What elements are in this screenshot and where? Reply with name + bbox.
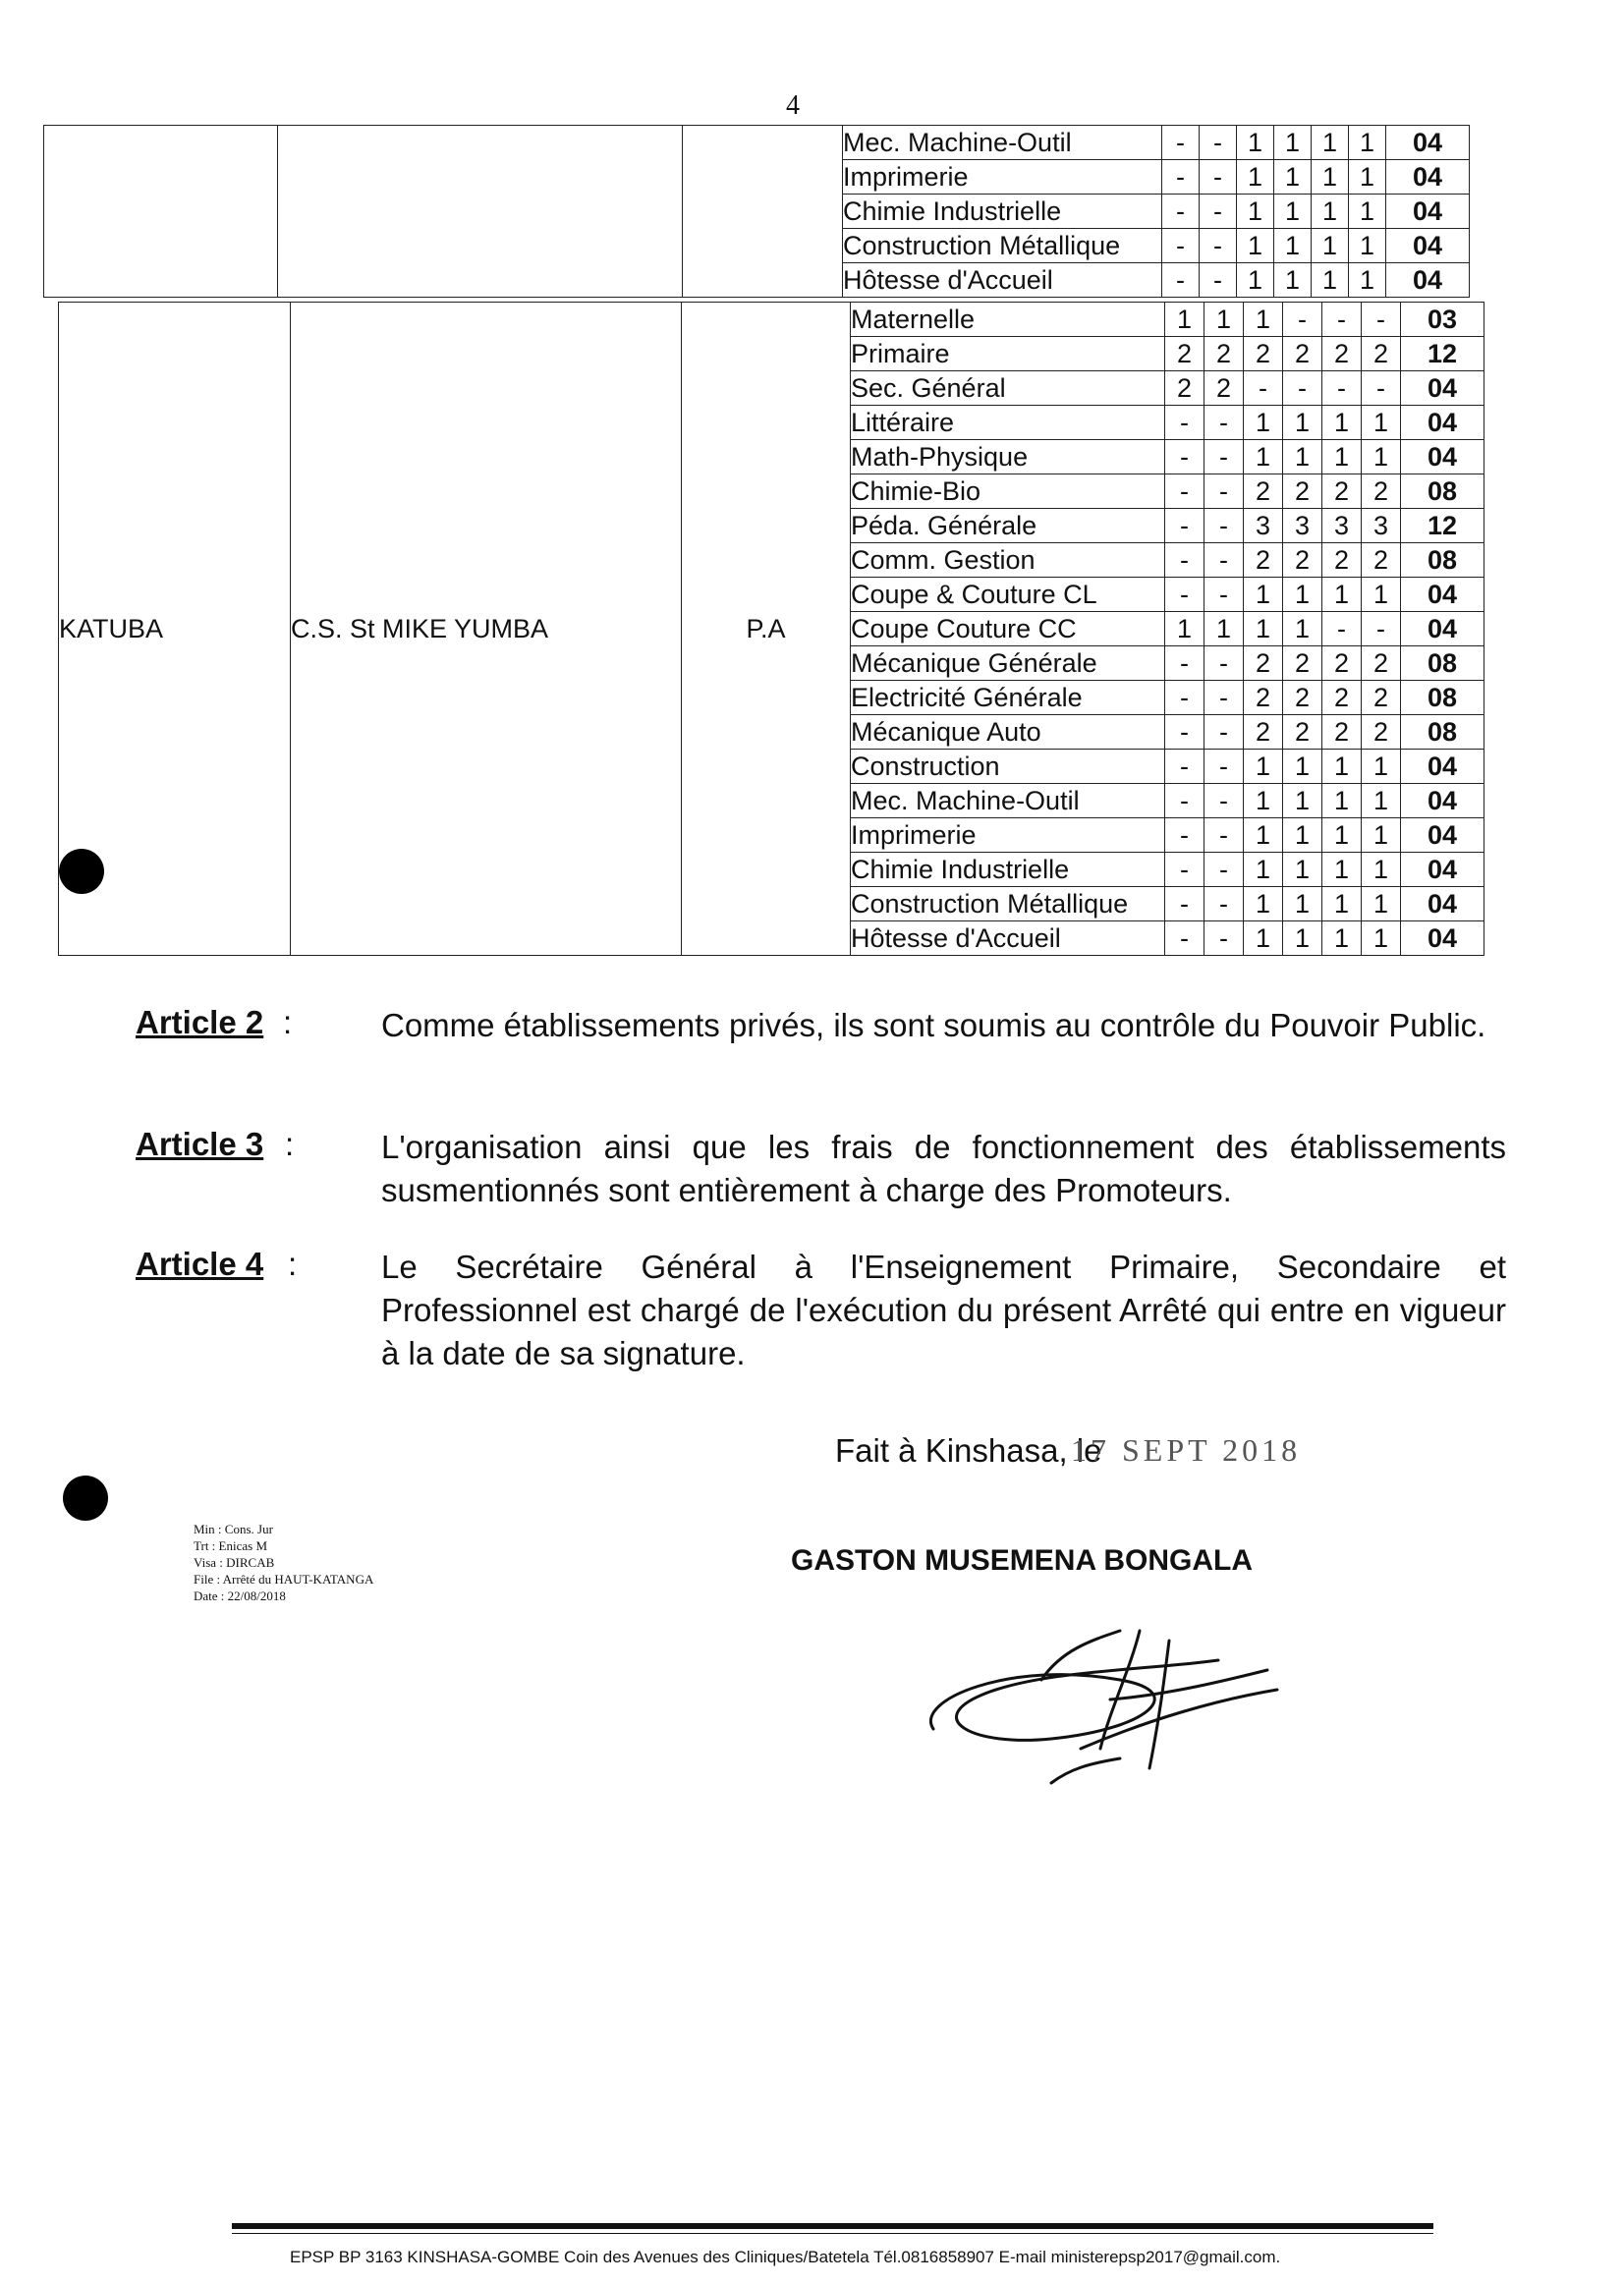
count-cell: 2	[1362, 543, 1401, 578]
count-cell: 1	[1322, 406, 1362, 440]
count-cell: -	[1322, 371, 1362, 406]
count-cell: 1	[1204, 303, 1244, 337]
count-cell: 1	[1244, 612, 1283, 646]
count-cell: 1	[1362, 578, 1401, 612]
count-cell: -	[1244, 371, 1283, 406]
place-date: Fait à Kinshasa, le	[835, 1432, 1102, 1469]
count-cell: 1	[1362, 440, 1401, 474]
count-cell: 2	[1204, 337, 1244, 371]
count-cell: 2	[1322, 681, 1362, 715]
count-cell: -	[1165, 474, 1204, 509]
count-cell: 2	[1362, 337, 1401, 371]
reference-line: Trt : Enicas M	[194, 1538, 267, 1553]
total-cell: 04	[1401, 406, 1484, 440]
count-cell: -	[1204, 578, 1244, 612]
commune-cell: KATUBA	[59, 303, 291, 956]
option-cell: Mécanique Générale	[851, 646, 1165, 681]
count-cell: -	[1165, 784, 1204, 818]
count-cell: 1	[1283, 853, 1322, 887]
count-cell: -	[1165, 681, 1204, 715]
article-3	[136, 1126, 1511, 1216]
count-cell: 1	[1312, 263, 1349, 298]
count-cell: 3	[1362, 509, 1401, 543]
count-cell: 1	[1322, 784, 1362, 818]
count-cell: 2	[1322, 337, 1362, 371]
count-cell: 1	[1312, 126, 1349, 160]
total-cell: 04	[1401, 784, 1484, 818]
count-cell: -	[1200, 263, 1237, 298]
count-cell: 1	[1283, 440, 1322, 474]
total-cell: 08	[1401, 646, 1484, 681]
count-cell: 2	[1283, 646, 1322, 681]
count-cell: 1	[1244, 440, 1283, 474]
total-cell: 04	[1401, 440, 1484, 474]
count-cell: -	[1162, 160, 1200, 195]
count-cell: 1	[1362, 784, 1401, 818]
total-cell: 04	[1386, 160, 1470, 195]
count-cell: 1	[1362, 887, 1401, 921]
option-cell: Mec. Machine-Outil	[851, 784, 1165, 818]
count-cell: 1	[1237, 160, 1274, 195]
count-cell: 2	[1244, 474, 1283, 509]
table-row	[44, 126, 1470, 160]
count-cell: -	[1204, 853, 1244, 887]
count-cell: -	[1283, 371, 1322, 406]
option-cell: Construction Métallique	[851, 887, 1165, 921]
article-text: Le Secrétaire Général à l'Enseignement Primaire, Secondaire et Professionnel est chargé de l'exécution du présent Arrêté qui entre en vigueur à la date de sa signature.	[381, 1249, 1506, 1371]
count-cell: 1	[1322, 818, 1362, 853]
count-cell: -	[1162, 229, 1200, 263]
count-cell: 1	[1312, 229, 1349, 263]
count-cell: -	[1162, 126, 1200, 160]
count-cell: 1	[1274, 160, 1312, 195]
total-cell: 04	[1401, 921, 1484, 956]
count-cell: 1	[1274, 126, 1312, 160]
count-cell: -	[1204, 681, 1244, 715]
count-cell: 2	[1165, 371, 1204, 406]
option-cell: Mec. Machine-Outil	[843, 126, 1162, 160]
count-cell: 2	[1362, 646, 1401, 681]
count-cell: -	[1204, 715, 1244, 750]
count-cell: 1	[1244, 853, 1283, 887]
reference-line: File : Arrêté du HAUT-KATANGA	[194, 1572, 374, 1587]
article-colon: :	[285, 1126, 295, 1162]
count-cell: -	[1165, 578, 1204, 612]
count-cell: -	[1165, 887, 1204, 921]
count-cell: 2	[1322, 646, 1362, 681]
total-cell: 04	[1386, 229, 1470, 263]
count-cell: -	[1165, 715, 1204, 750]
count-cell: 2	[1283, 474, 1322, 509]
total-cell: 04	[1401, 612, 1484, 646]
table-row	[59, 303, 1484, 337]
option-cell: Electricité Générale	[851, 681, 1165, 715]
count-cell: -	[1162, 263, 1200, 298]
count-cell: -	[1362, 371, 1401, 406]
count-cell: 1	[1237, 263, 1274, 298]
count-cell: 3	[1244, 509, 1283, 543]
count-cell: 1	[1274, 195, 1312, 229]
count-cell: 2	[1322, 715, 1362, 750]
reference-block	[194, 1521, 373, 1604]
article-label: Article 2	[136, 1004, 264, 1040]
count-cell: 2	[1244, 646, 1283, 681]
count-cell: -	[1204, 406, 1244, 440]
count-cell: 2	[1283, 337, 1322, 371]
count-cell: 2	[1283, 543, 1322, 578]
blank-cell	[683, 126, 843, 298]
count-cell: 2	[1362, 681, 1401, 715]
option-cell: Imprimerie	[843, 160, 1162, 195]
count-cell: -	[1204, 440, 1244, 474]
option-cell: Coupe & Couture CL	[851, 578, 1165, 612]
option-cell: Comm. Gestion	[851, 543, 1165, 578]
total-cell: 04	[1401, 750, 1484, 784]
count-cell: 1	[1322, 578, 1362, 612]
count-cell: 1	[1349, 126, 1386, 160]
total-cell: 08	[1401, 543, 1484, 578]
count-cell: -	[1204, 750, 1244, 784]
total-cell: 08	[1401, 474, 1484, 509]
count-cell: 1	[1283, 784, 1322, 818]
option-cell: Math-Physique	[851, 440, 1165, 474]
total-cell: 04	[1401, 853, 1484, 887]
count-cell: 1	[1283, 818, 1322, 853]
count-cell: 1	[1244, 578, 1283, 612]
total-cell: 04	[1386, 195, 1470, 229]
option-cell: Imprimerie	[851, 818, 1165, 853]
count-cell: 1	[1283, 406, 1322, 440]
count-cell: 1	[1237, 195, 1274, 229]
total-cell: 04	[1386, 263, 1470, 298]
regime-cell: P.A	[682, 303, 851, 956]
count-cell: 1	[1283, 887, 1322, 921]
punch-hole-mark	[63, 1476, 108, 1521]
total-cell: 03	[1401, 303, 1484, 337]
count-cell: 2	[1244, 337, 1283, 371]
count-cell: 1	[1274, 229, 1312, 263]
count-cell: 1	[1349, 160, 1386, 195]
option-cell: Mécanique Auto	[851, 715, 1165, 750]
option-cell: Péda. Générale	[851, 509, 1165, 543]
article-label: Article 3	[136, 1126, 264, 1162]
count-cell: -	[1204, 887, 1244, 921]
option-cell: Chimie-Bio	[851, 474, 1165, 509]
count-cell: -	[1283, 303, 1322, 337]
option-cell: Sec. Général	[851, 371, 1165, 406]
count-cell: -	[1362, 612, 1401, 646]
school-cell: C.S. St MIKE YUMBA	[291, 303, 682, 956]
count-cell: -	[1165, 818, 1204, 853]
footer-contact: EPSP BP 3163 KINSHASA-GOMBE Coin des Avenues des Cliniques/Batetela Tél.0816858907 E-mail ministerepsp2017@gmail.com.	[290, 2248, 1281, 2266]
count-cell: -	[1322, 303, 1362, 337]
option-cell: Hôtesse d'Accueil	[843, 263, 1162, 298]
total-cell: 04	[1401, 818, 1484, 853]
count-cell: 1	[1165, 303, 1204, 337]
article-colon: :	[283, 1004, 293, 1040]
count-cell: 1	[1322, 921, 1362, 956]
count-cell: -	[1200, 229, 1237, 263]
count-cell: 1	[1322, 887, 1362, 921]
count-cell: 2	[1322, 543, 1362, 578]
count-cell: -	[1165, 750, 1204, 784]
count-cell: 1	[1312, 195, 1349, 229]
count-cell: -	[1204, 543, 1244, 578]
count-cell: -	[1362, 303, 1401, 337]
count-cell: 1	[1349, 195, 1386, 229]
count-cell: 1	[1244, 303, 1283, 337]
option-cell: Maternelle	[851, 303, 1165, 337]
count-cell: 2	[1165, 337, 1204, 371]
count-cell: 1	[1349, 263, 1386, 298]
count-cell: -	[1204, 474, 1244, 509]
count-cell: -	[1165, 646, 1204, 681]
blank-cell	[44, 126, 278, 298]
count-cell: -	[1165, 440, 1204, 474]
count-cell: -	[1165, 921, 1204, 956]
article-colon: :	[288, 1246, 298, 1282]
blank-cell	[278, 126, 683, 298]
count-cell: 1	[1244, 406, 1283, 440]
count-cell: 1	[1283, 750, 1322, 784]
count-cell: 1	[1274, 263, 1312, 298]
count-cell: 2	[1244, 715, 1283, 750]
count-cell: 2	[1362, 474, 1401, 509]
count-cell: -	[1200, 126, 1237, 160]
article-4	[136, 1246, 1511, 1383]
date-stamp: 17 SEPT 2018	[1071, 1432, 1302, 1468]
count-cell: 1	[1322, 440, 1362, 474]
count-cell: -	[1165, 853, 1204, 887]
count-cell: 2	[1244, 543, 1283, 578]
count-cell: 1	[1362, 853, 1401, 887]
count-cell: -	[1322, 612, 1362, 646]
total-cell: 04	[1401, 578, 1484, 612]
count-cell: 1	[1244, 818, 1283, 853]
reference-line: Min : Cons. Jur	[194, 1522, 273, 1536]
total-cell: 08	[1401, 715, 1484, 750]
count-cell: -	[1204, 784, 1244, 818]
count-cell: 2	[1283, 681, 1322, 715]
count-cell: 2	[1283, 715, 1322, 750]
count-cell: -	[1204, 509, 1244, 543]
top-block-table	[43, 125, 1470, 298]
punch-hole-mark	[59, 849, 104, 894]
count-cell: 2	[1244, 681, 1283, 715]
count-cell: 1	[1237, 126, 1274, 160]
count-cell: 1	[1244, 784, 1283, 818]
count-cell: 1	[1244, 921, 1283, 956]
option-cell: Chimie Industrielle	[843, 195, 1162, 229]
option-cell: Hôtesse d'Accueil	[851, 921, 1165, 956]
total-cell: 04	[1386, 126, 1470, 160]
count-cell: 1	[1322, 853, 1362, 887]
count-cell: 1	[1362, 921, 1401, 956]
article-2	[136, 1004, 1511, 1094]
article-text: L'organisation ainsi que les frais de fonctionnement des établissements susmentionnés sont entièrement à charge des Promoteurs.	[381, 1129, 1506, 1208]
handwritten-signature	[894, 1601, 1307, 1817]
option-cell: Chimie Industrielle	[851, 853, 1165, 887]
count-cell: 1	[1237, 229, 1274, 263]
count-cell: -	[1200, 195, 1237, 229]
count-cell: 1	[1283, 612, 1322, 646]
article-label: Article 4	[136, 1246, 264, 1282]
count-cell: 1	[1362, 406, 1401, 440]
signer-name: GASTON MUSEMENA BONGALA	[791, 1544, 1254, 1577]
count-cell: -	[1165, 543, 1204, 578]
count-cell: 1	[1322, 750, 1362, 784]
count-cell: 1	[1165, 612, 1204, 646]
total-cell: 04	[1401, 371, 1484, 406]
option-cell: Construction Métallique	[843, 229, 1162, 263]
option-cell: Primaire	[851, 337, 1165, 371]
total-cell: 12	[1401, 509, 1484, 543]
count-cell: 1	[1283, 921, 1322, 956]
count-cell: 2	[1322, 474, 1362, 509]
count-cell: 1	[1349, 229, 1386, 263]
total-cell: 12	[1401, 337, 1484, 371]
count-cell: 3	[1283, 509, 1322, 543]
reference-line: Visa : DIRCAB	[194, 1555, 275, 1570]
count-cell: -	[1204, 818, 1244, 853]
count-cell: -	[1204, 921, 1244, 956]
count-cell: 1	[1244, 887, 1283, 921]
option-cell: Construction	[851, 750, 1165, 784]
count-cell: -	[1162, 195, 1200, 229]
count-cell: 1	[1362, 750, 1401, 784]
footer-rule	[232, 2223, 1433, 2229]
count-cell: -	[1165, 406, 1204, 440]
footer-rule	[232, 2233, 1433, 2234]
count-cell: -	[1204, 646, 1244, 681]
count-cell: 1	[1283, 578, 1322, 612]
count-cell: 1	[1362, 818, 1401, 853]
total-cell: 08	[1401, 681, 1484, 715]
article-text: Comme établissements privés, ils sont soumis au contrôle du Pouvoir Public.	[381, 1007, 1486, 1043]
count-cell: 1	[1204, 612, 1244, 646]
page-number: 4	[786, 90, 800, 121]
count-cell: -	[1200, 160, 1237, 195]
option-cell: Littéraire	[851, 406, 1165, 440]
count-cell: 2	[1204, 371, 1244, 406]
reference-line: Date : 22/08/2018	[194, 1588, 286, 1603]
count-cell: 1	[1244, 750, 1283, 784]
bottom-block-table	[58, 302, 1484, 956]
count-cell: 2	[1362, 715, 1401, 750]
option-cell: Coupe Couture CC	[851, 612, 1165, 646]
count-cell: 1	[1312, 160, 1349, 195]
count-cell: -	[1165, 509, 1204, 543]
count-cell: 3	[1322, 509, 1362, 543]
total-cell: 04	[1401, 887, 1484, 921]
